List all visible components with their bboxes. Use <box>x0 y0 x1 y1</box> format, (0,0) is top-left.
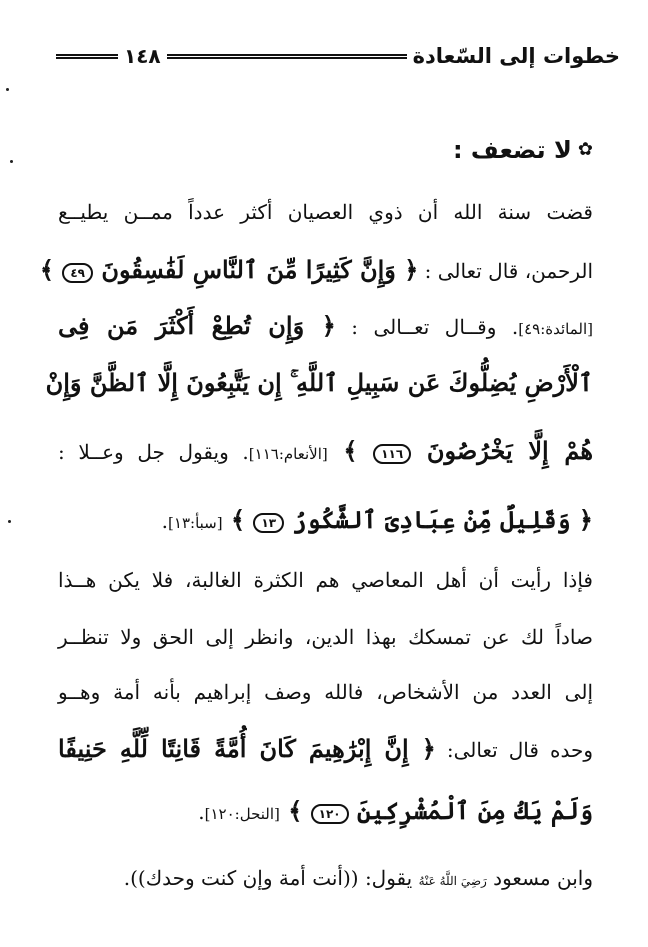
body-run: وابن مسعود <box>486 866 593 890</box>
scan-speck <box>8 520 11 523</box>
body-run: . وقــال تعــالى : <box>335 315 519 339</box>
text-line <box>58 436 593 465</box>
quran-verse: ﴿ وَإِنَّ كَثِيرًا مِّنَ ٱلنَّاسِ لَفَٰسِقُونَ <box>93 255 419 284</box>
quran-verse: ﴾ <box>39 255 63 284</box>
quran-verse: وَلَمْ يَكُ مِنَ ٱلْمُشْرِكِينَ <box>348 796 593 825</box>
surah-reference: [الأنعام:١١٦] <box>248 445 328 463</box>
salutation-text: رَضِيَ اللَّهُ عَنْهُ <box>418 874 487 888</box>
body-run: . <box>161 509 169 533</box>
quran-verse: ﴾ <box>327 436 374 465</box>
ayah-number-marker: ١٢٠ <box>311 804 349 824</box>
page-number: ١٤٨ <box>124 44 161 68</box>
text-line <box>45 368 593 397</box>
section-heading-text: لا تضعف : <box>452 136 572 164</box>
ayah-number-marker: ١٣ <box>253 513 284 533</box>
text-line <box>58 568 593 592</box>
body-run: إلى العدد من الأشخاص، فالله وصف إبراهيم بأنه أمة وهــو <box>58 680 593 704</box>
text-line <box>58 200 593 224</box>
running-title: خطوات إلى السّعادة <box>412 44 620 68</box>
body-run: وحده قال تعالى: <box>435 738 593 762</box>
body-run: الرحمن، قال تعالى : <box>418 259 593 283</box>
surah-reference: [سبأ:١٣] <box>168 514 223 532</box>
body-run: . ويقول جل وعــلا : <box>58 440 249 464</box>
text-line <box>58 796 593 825</box>
scan-speck <box>6 88 9 91</box>
quran-verse: ٱلْأَرْضِ يُضِلُّوكَ عَن سَبِيلِ ٱللَّهِ ۚ إِن يَتَّبِعُونَ إِلَّا ٱلظَّنَّ وَإِنْ <box>45 368 593 397</box>
quran-verse: هُمْ إِلَّا يَخْرُصُونَ <box>411 436 594 465</box>
quran-verse: ﴿ وَإِن تُطِعْ أَكْثَرَ مَن فِى <box>58 311 336 340</box>
body-run: يقول: ((أنت أمة وإن كنت وحدك)). <box>123 866 419 890</box>
text-line <box>39 255 593 284</box>
page-header <box>56 36 620 76</box>
quran-verse: ﴾ <box>279 796 311 825</box>
quran-verse: ﴿ وَقَلِيلٌ مِّنْ عِبَادِىَ ٱلشَّكُورُ <box>284 505 593 534</box>
surah-reference: [المائدة:٤٩] <box>518 320 593 338</box>
section-heading <box>453 136 593 164</box>
body-run: . <box>198 800 205 824</box>
body-run: قضت سنة الله أن ذوي العصيان أكثر عدداً ممــن يطيــع <box>58 200 593 224</box>
body-run: فإذا رأيت أن أهل المعاصي هم الكثرة الغالبة، فلا يكن هــذا <box>58 568 593 592</box>
ayah-number-marker: ١١٦ <box>373 444 411 464</box>
surah-reference: [النحل:١٢٠] <box>204 805 280 823</box>
scan-speck <box>10 160 13 163</box>
text-line <box>58 866 593 890</box>
body-run: صاداً لك عن تمسكك بهذا الدين، وانظر إلى الحق ولا تنظــر <box>58 625 593 649</box>
text-line <box>58 625 593 649</box>
header-rule-short <box>56 54 118 59</box>
ayah-number-marker: ٤٩ <box>62 263 93 283</box>
text-line <box>58 505 593 534</box>
text-line <box>58 311 593 340</box>
quran-verse: ﴿ إِنَّ إِبْرَٰهِيمَ كَانَ أُمَّةً قَانِتًا لِّلَّهِ حَنِيفًا <box>58 734 436 763</box>
text-line <box>58 734 593 763</box>
flower-ornament-icon: ✿ <box>577 139 593 160</box>
quran-verse: ﴾ <box>222 505 254 534</box>
text-line <box>58 680 593 704</box>
header-rule-long <box>167 54 407 59</box>
